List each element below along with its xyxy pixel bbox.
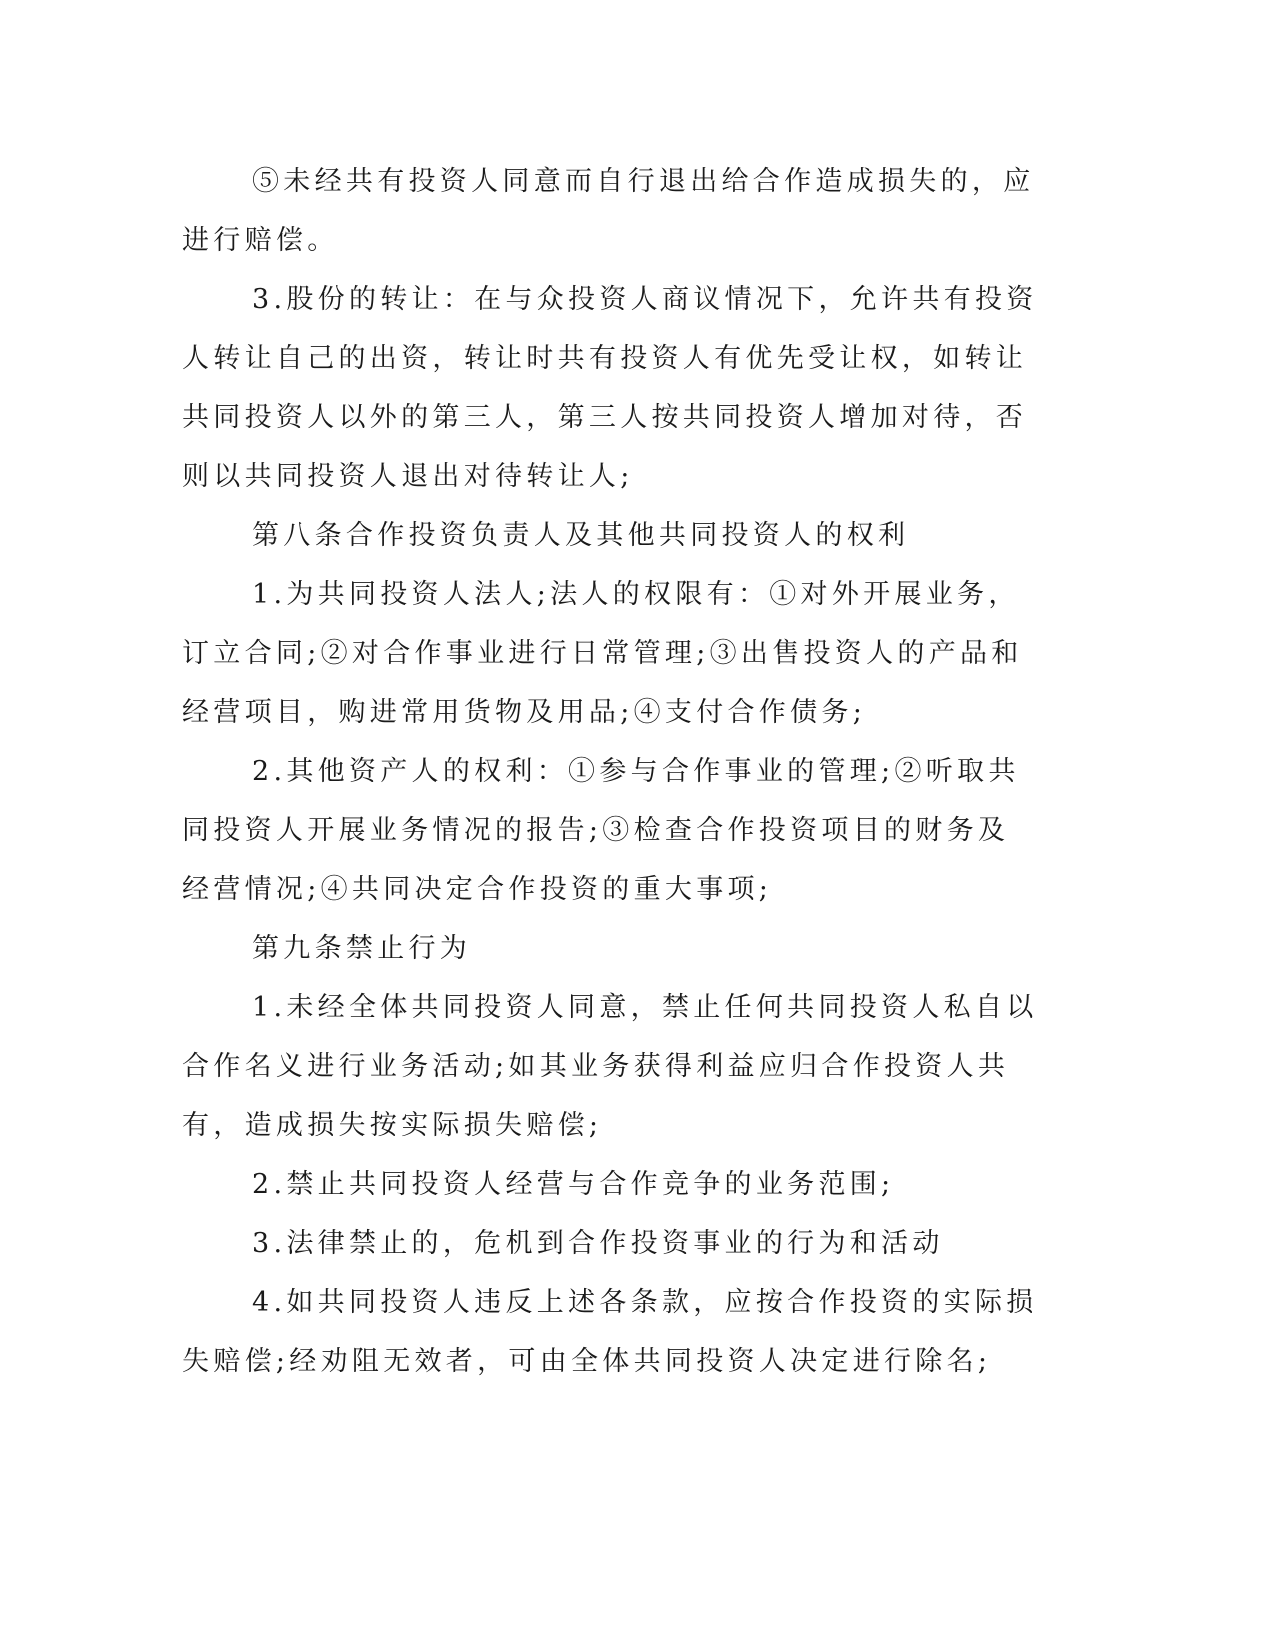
paragraph-prohibition-3: 3.法律禁止的，危机到合作投资事业的行为和活动	[252, 1228, 944, 1259]
paragraph-prohibition-2: 2.禁止共同投资人经营与合作竞争的业务范围;	[252, 1169, 895, 1200]
article-9-heading: 第九条禁止行为	[252, 933, 472, 964]
paragraph-prohibition-1: 1.未经全体共同投资人同意，禁止任何共同投资人私自以合作名义进行业务活动;如其业务获得利益应归合作投资人共有，造成损失按实际损失赔偿;	[182, 992, 1038, 1141]
paragraph-legal-person-powers: 1.为共同投资人法人;法人的权限有：①对外开展业务，订立合同;②对合作事业进行日常管理;③出售投资人的产品和经营项目，购进常用货物及用品;④支付合作债务;	[182, 579, 1023, 728]
document-body	[182, 152, 1040, 1391]
paragraph-withdrawal-compensation: ⑤未经共有投资人同意而自行退出给合作造成损失的，应进行赔偿。	[182, 166, 1035, 256]
paragraph-other-investor-rights: 2.其他资产人的权利：①参与合作事业的管理;②听取共同投资人开展业务情况的报告;③检查合作投资项目的财务及经营情况;④共同决定合作投资的重大事项;	[182, 756, 1020, 905]
paragraph-prohibition-4: 4.如共同投资人违反上述各条款，应按合作投资的实际损失赔偿;经劝阻无效者，可由全体共同投资人决定进行除名;	[182, 1287, 1038, 1377]
article-8-heading: 第八条合作投资负责人及其他共同投资人的权利	[252, 520, 910, 551]
paragraph-share-transfer: 3.股份的转让：在与众投资人商议情况下，允许共有投资人转让自己的出资，转让时共有投资人有优先受让权，如转让共同投资人以外的第三人，第三人按共同投资人增加对待，否则以共同投资人退出对待转让人;	[182, 284, 1038, 492]
